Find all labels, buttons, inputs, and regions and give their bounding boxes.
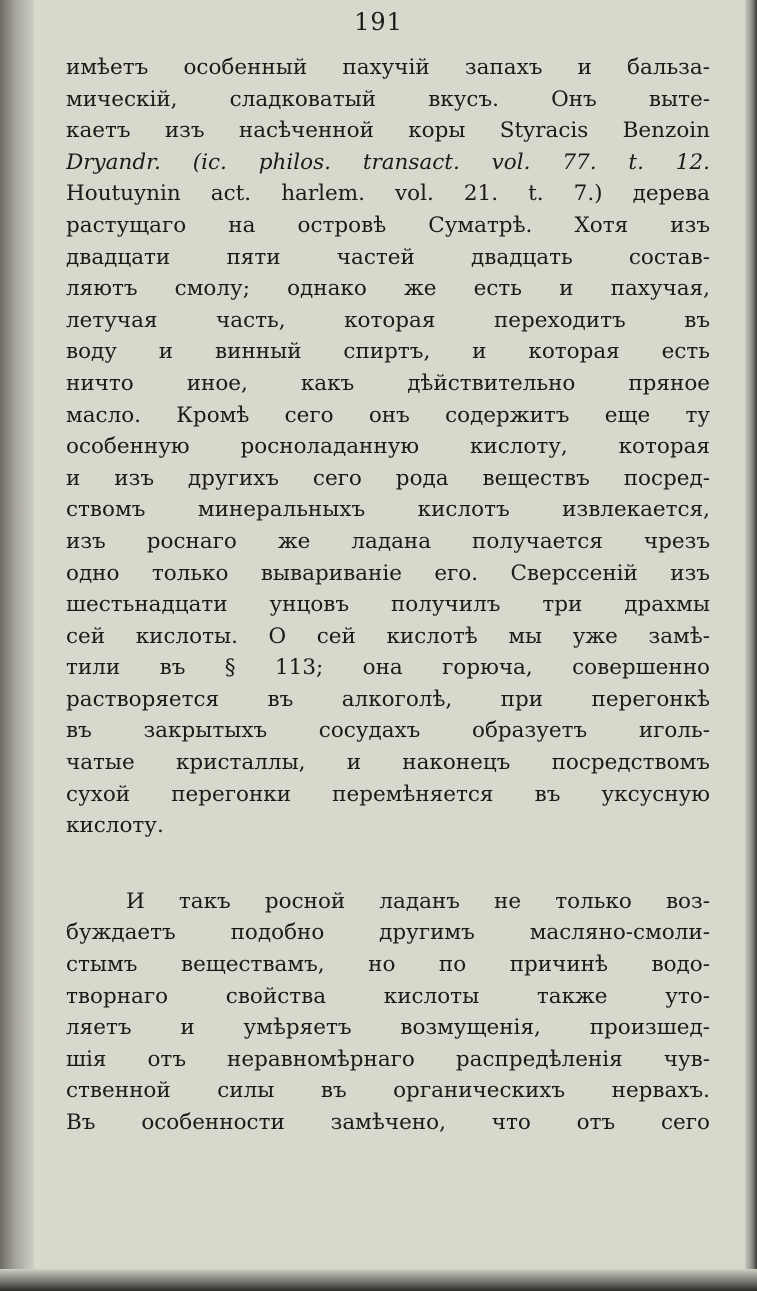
text-line: воду и винный спиртъ, и которая есть xyxy=(66,339,710,365)
text-line: ляетъ и умѣряетъ возмущенія, произшед- xyxy=(66,1015,710,1041)
text-line: кислоту. xyxy=(66,813,164,839)
text-line: стымъ веществамъ, но по причинѣ водо- xyxy=(66,952,710,978)
text-line: ственной силы въ органическихъ нервахъ. xyxy=(66,1078,710,1104)
text-line: растущаго на островѣ Суматрѣ. Хотя изъ xyxy=(66,212,710,238)
body-text xyxy=(66,52,710,1139)
text-line: сухой перегонки перемѣняется въ уксусную xyxy=(66,781,710,807)
text-line: Dryandr. (ic. philos. transact. vol. 77. t. 12. xyxy=(66,149,710,175)
text-line: мическій, сладковатый вкусъ. Онъ выте- xyxy=(66,86,710,112)
text-line: особенную росноладанную кислоту, которая xyxy=(66,434,710,460)
page-right-edge xyxy=(745,0,757,1291)
text-line: тили въ § 113; она горюча, совершенно xyxy=(66,655,710,681)
text-line: сей кислоты. О сей кислотѣ мы уже замѣ- xyxy=(66,623,710,649)
text-line: изъ роснаго же ладана получается чрезъ xyxy=(66,528,710,554)
book-gutter-shadow xyxy=(0,0,34,1291)
text-line: масло. Кромѣ сего онъ содержитъ еще ту xyxy=(66,402,710,428)
text-line: творнаго свойства кислоты также уто- xyxy=(66,983,710,1009)
text-line: шестьнадцати унцовъ получилъ три драхмы xyxy=(66,592,710,618)
text-line: растворяется въ алкоголѣ, при перегонкѣ xyxy=(66,686,710,712)
paragraph-2 xyxy=(66,886,710,1139)
text-line: каетъ изъ насѣченной коры Styracis Benzoin xyxy=(66,118,710,144)
text-line: летучая часть, которая переходитъ въ xyxy=(66,307,710,333)
text-line: ляютъ смолу; однако же есть и пахучая, xyxy=(66,276,710,302)
page-bottom-edge xyxy=(0,1269,757,1291)
text-line: имѣетъ особенный пахучій запахъ и бальза- xyxy=(66,55,710,80)
text-line: одно только вывариваніе его. Сверссеній изъ xyxy=(66,560,710,586)
text-line: буждаетъ подобно другимъ масляно-смоли- xyxy=(66,920,710,946)
text-line: ничто иное, какъ дѣйствительно пряное xyxy=(66,370,710,396)
text-line: ствомъ минеральныхъ кислотъ извлекается, xyxy=(66,497,710,523)
paragraph-1 xyxy=(66,52,710,842)
text-line: шія отъ неравномѣрнаго распредѣленія чув- xyxy=(66,1046,710,1072)
text-line: Houtuynin act. harlem. vol. 21. t. 7.) дерева xyxy=(66,181,710,207)
text-line: И такъ росной ладанъ не только воз- xyxy=(126,888,710,914)
text-line: чатые кристаллы, и наконецъ посредствомъ xyxy=(66,750,710,776)
page-number: 191 xyxy=(354,8,403,36)
text-line: въ закрытыхъ сосудахъ образуетъ иголь- xyxy=(66,718,710,744)
text-line: Въ особенности замѣчено, что отъ сего xyxy=(66,1110,710,1135)
text-line: двадцати пяти частей двадцать состав- xyxy=(66,244,710,270)
paragraph-gap xyxy=(66,842,710,886)
text-line: и изъ другихъ сего рода веществъ посред- xyxy=(66,465,710,491)
